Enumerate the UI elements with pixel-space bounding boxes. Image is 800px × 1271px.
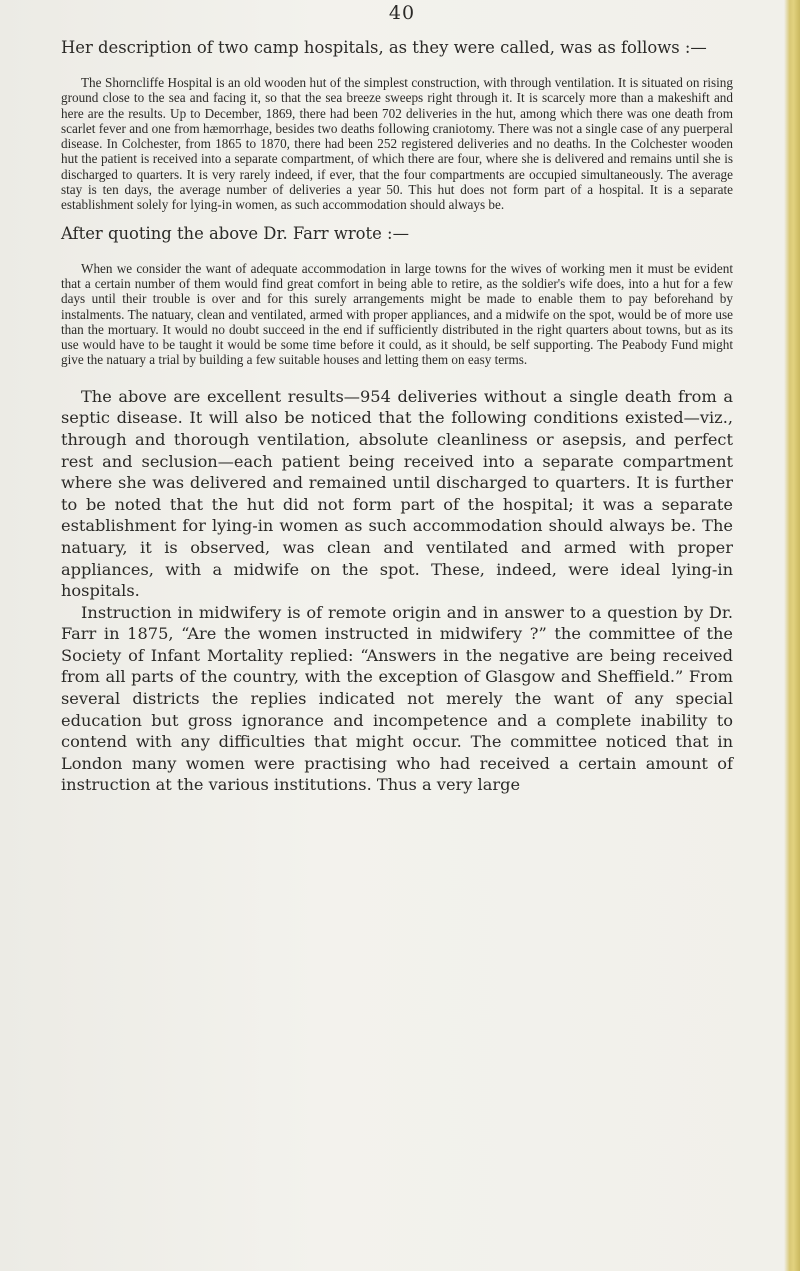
page-number: 40 [388, 2, 416, 24]
block-quote-hospitals: The Shorncliffe Hospital is an old wooden hut of the simplest construction, with through ventilation. It is situated on rising ground close to the sea and facing it, so that the sea breeze sweeps right through it. It is scarcely more than a makeshift and here are the results. Up to December, 1869, there had been 702 deliveries in the hut, among which there was one death from scarlet fever and one from hæmorrhage, besides two deaths following craniotomy. There was not a single case of any puerperal disease. In Colchester, from 1865 to 1870, there had been 252 registered deliveries and no deaths. In the Colchester wooden hut the patient is received into a separate compartment, of which there are four, where she is delivered and remains until she is discharged to quarters. It is very rarely indeed, if ever, that the four compartments are occupied simultaneously. The average stay is ten days, the average number of deliveries a year 50. This hut does not form part of a hospital. It is a separate establishment solely for lying-in women, as such accommodation should always be. [61, 75, 733, 213]
body-paragraph-instruction: Instruction in midwifery is of remote origin and in answer to a question by Dr. Farr in 1875, “Are the women instructed in midwifery ?” the committee of the Society of Infant Mortality replied: “Answers in the negative are being received from all parts of the country, with the exception of Glasgow and Sheffield.” From several districts the replies indicated not merely the want of any special education but gross ignorance and incompetence and a complete inability to contend with any difficulties that might occur. The committee noticed that in London many women were practising who had received a certain amount of instruction at the various institutions. Thus a very large [61, 602, 733, 795]
transition-sentence: After quoting the above Dr. Farr wrote :— [61, 223, 409, 243]
body-paragraph-results: The above are excellent results—954 deliveries without a single death from a septic disease. It will also be noticed that the following conditions existed—viz., through and thorough ventilation, absolute cleanliness or asepsis, and perfect rest and seclusion—each patient being received into a separate compartment where she was delivered and remained until discharged to quarters. It is further to be noted that the hut did not form part of the hospital; it was a separate establishment for lying-in women as such accommodation should always be. The natuary, it is observed, was clean and ventilated and armed with proper appliances, with a midwife on the spot. These, indeed, were ideal lying-in hospitals. [61, 386, 733, 601]
intro-sentence: Her description of two camp hospitals, as they were called, was as follows :— [61, 38, 707, 57]
text-column [61, 38, 733, 796]
page-edge [784, 0, 800, 1271]
block-quote-farr: When we consider the want of adequate accommodation in large towns for the wives of working men it must be evident that a certain number of them would find great comfort in being able to retire, as the soldier's wife does, into a hut for a few days until their trouble is over and for this surely arrangements might be made to enable them to pay beforehand by instalments. The natuary, clean and ventilated, armed with proper appliances, and a midwife on the spot, would be of more use than the mortuary. It would no doubt succeed in the end if sufficiently distributed in the right quarters about towns, but as its use would have to be taught it would be some time before it could, as it should, be self supporting. The Peabody Fund might give the natuary a trial by building a few suitable houses and letting them on easy terms. [61, 260, 733, 368]
